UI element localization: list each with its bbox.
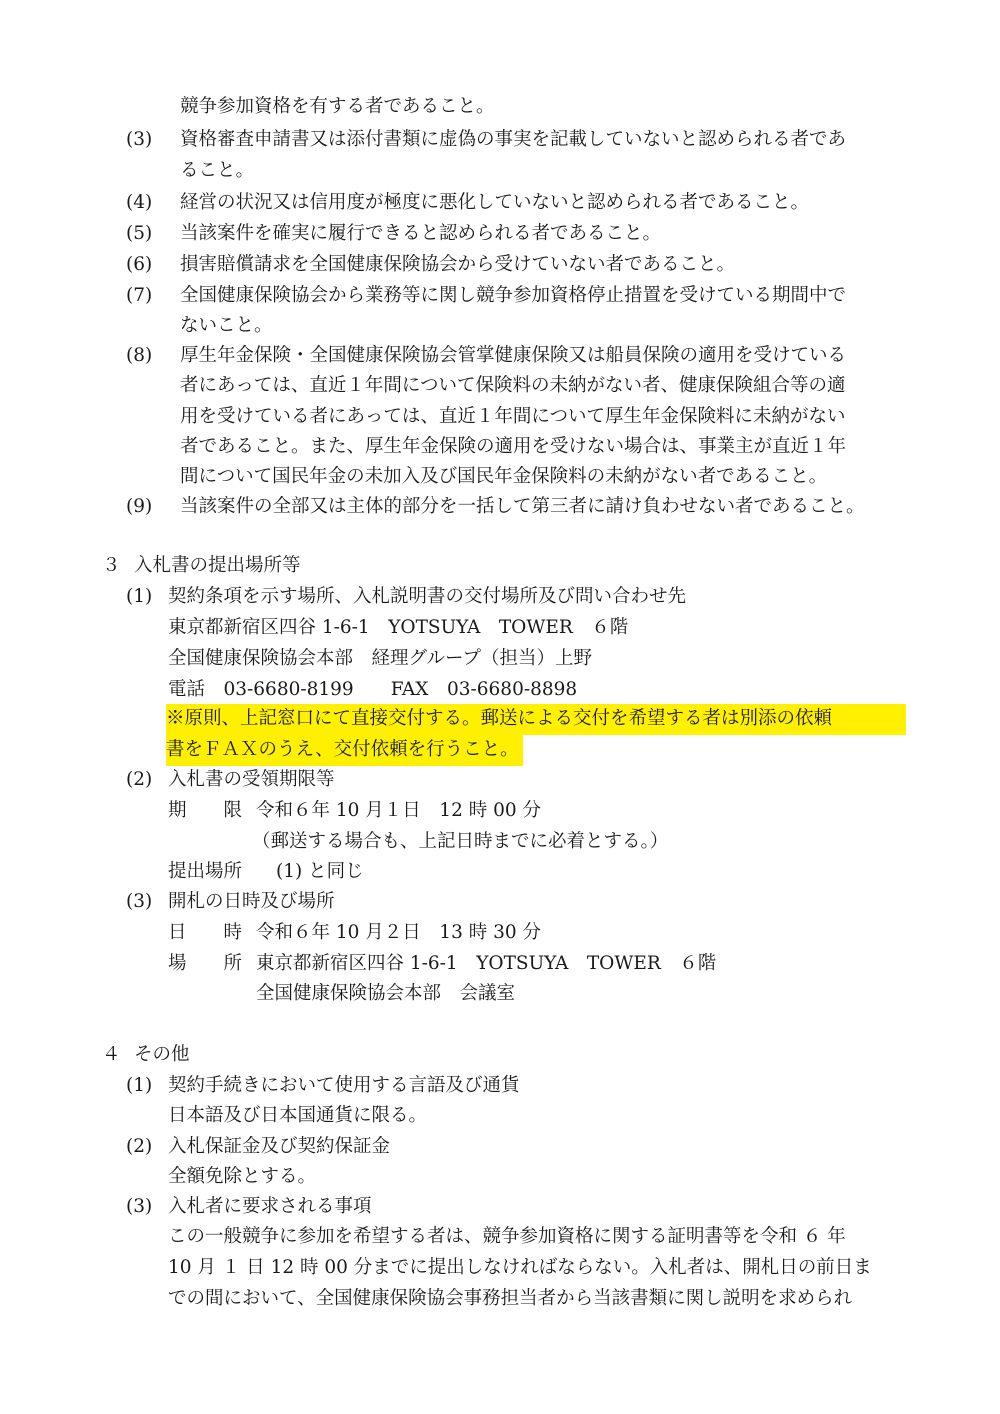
section-3-number: ３	[102, 555, 121, 576]
item-3-number: (3)	[126, 129, 153, 150]
section-4-item-3-line-3: での間において、全国健康保険協会事務担当者から当該書類に関し説明を求められ	[168, 1288, 853, 1309]
item-8-line-2: 者にあっては、直近１年間について保険料の未納がない者、健康保険組合等の適	[180, 375, 846, 396]
item-3-line-2: ること。	[180, 160, 255, 181]
section-3-item-1-number: (1)	[126, 586, 153, 607]
section-4-number: ４	[102, 1044, 121, 1065]
item-4-number: (4)	[126, 192, 153, 213]
opening-place-label: 場 所	[168, 953, 243, 974]
item-5-number: (5)	[126, 223, 153, 244]
item-7-line-1: 全国健康保険協会から業務等に関し競争参加資格停止措置を受けている期間中で	[180, 285, 847, 306]
item-8-line-5: 間について国民年金の未加入及び国民年金保険料の未納がない者であること。	[180, 466, 828, 487]
section-4-item-3-line-2: 10 月 １ 日 12 時 00 分までに提出しなければならない。入札者は、開札日の前日ま	[168, 1257, 872, 1278]
highlighted-note-line-1: ※原則、上記窓口にて直接交付する。郵送による交付を希望する者は別添の依頼	[166, 704, 906, 735]
deadline-note: （郵送する場合も、上記日時までに必着とする。）	[252, 831, 669, 852]
section-3-title: 入札書の提出場所等	[134, 555, 301, 576]
opening-date-value: 令和６年 10 月２日 13 時 30 分	[256, 922, 542, 943]
opening-date-label: 日 時	[168, 922, 243, 943]
contact-phone-fax: 電話 03-6680-8199 FAX 03-6680-8898	[168, 679, 578, 700]
section-3-item-2-title: 入札書の受領期限等	[168, 769, 335, 790]
deadline-label: 期 限	[168, 800, 243, 821]
section-4-item-3-number: (3)	[126, 1196, 153, 1217]
section-4-title: その他	[134, 1044, 190, 1065]
item-3-line-1: 資格審査申請書又は添付書類に虚偽の事実を記載していないと認められる者であ	[180, 129, 847, 150]
item-9-number: (9)	[126, 496, 153, 517]
section-4-item-1-title: 契約手続きにおいて使用する言語及び通貨	[168, 1075, 520, 1096]
section-3-item-1-title: 契約条項を示す場所、入札説明書の交付場所及び問い合わせ先	[168, 586, 687, 607]
opening-place-value-2: 全国健康保険協会本部 会議室	[256, 983, 516, 1004]
deadline-value: 令和６年 10 月１日 12 時 00 分	[256, 800, 542, 821]
contact-department: 全国健康保険協会本部 経理グループ（担当）上野	[168, 648, 593, 669]
section-4-item-1-body: 日本語及び日本国通貨に限る。	[168, 1105, 428, 1126]
item-8-line-1: 厚生年金保険・全国健康保険協会管掌健康保険又は船員保険の適用を受けている	[180, 345, 847, 366]
item-9-line-1: 当該案件の全部又は主体的部分を一括して第三者に請け負わせない者であること。	[180, 496, 865, 517]
section-4-item-2-number: (2)	[126, 1136, 153, 1157]
section-4-item-1-number: (1)	[126, 1075, 153, 1096]
item-7-line-2: ないこと。	[180, 315, 273, 336]
item-8-number: (8)	[126, 345, 153, 366]
item-8-line-3: 用を受けている者にあっては、直近１年間について厚生年金保険料に未納がない	[180, 406, 846, 427]
section-4-item-3-title: 入札者に要求される事項	[168, 1196, 372, 1217]
section-3-item-3-title: 開札の日時及び場所	[168, 891, 335, 912]
highlighted-note-line-2: 書をＦＡＸのうえ、交付依頼を行うこと。	[166, 735, 523, 766]
item-8-line-4: 者であること。また、厚生年金保険の適用を受けない場合は、事業主が直近１年	[180, 436, 847, 457]
section-4-item-2-body: 全額免除とする。	[168, 1166, 317, 1187]
section-4-item-2-title: 入札保証金及び契約保証金	[168, 1136, 391, 1157]
section-4-item-3-line-1: この一般競争に参加を希望する者は、競争参加資格に関する証明書等を令和 ６ 年	[168, 1226, 846, 1247]
section-3-item-3-number: (3)	[126, 891, 153, 912]
item-4-line-1: 経営の状況又は信用度が極度に悪化していないと認められる者であること。	[180, 192, 810, 213]
item-5-line-1: 当該案件を確実に履行できると認められる者であること。	[180, 223, 662, 244]
submission-place-value: (1) と同じ	[276, 861, 364, 882]
contact-address: 東京都新宿区四谷 1-6-1 YOTSUYA TOWER ６階	[168, 617, 629, 638]
item-2-tail: 競争参加資格を有する者であること。	[180, 96, 495, 117]
item-7-number: (7)	[126, 285, 153, 306]
submission-place-label: 提出場所	[168, 861, 243, 882]
opening-place-value: 東京都新宿区四谷 1-6-1 YOTSUYA TOWER ６階	[256, 953, 717, 974]
section-3-item-2-number: (2)	[126, 769, 153, 790]
item-6-line-1: 損害賠償請求を全国健康保険協会から受けていない者であること。	[180, 254, 736, 275]
item-6-number: (6)	[126, 254, 153, 275]
